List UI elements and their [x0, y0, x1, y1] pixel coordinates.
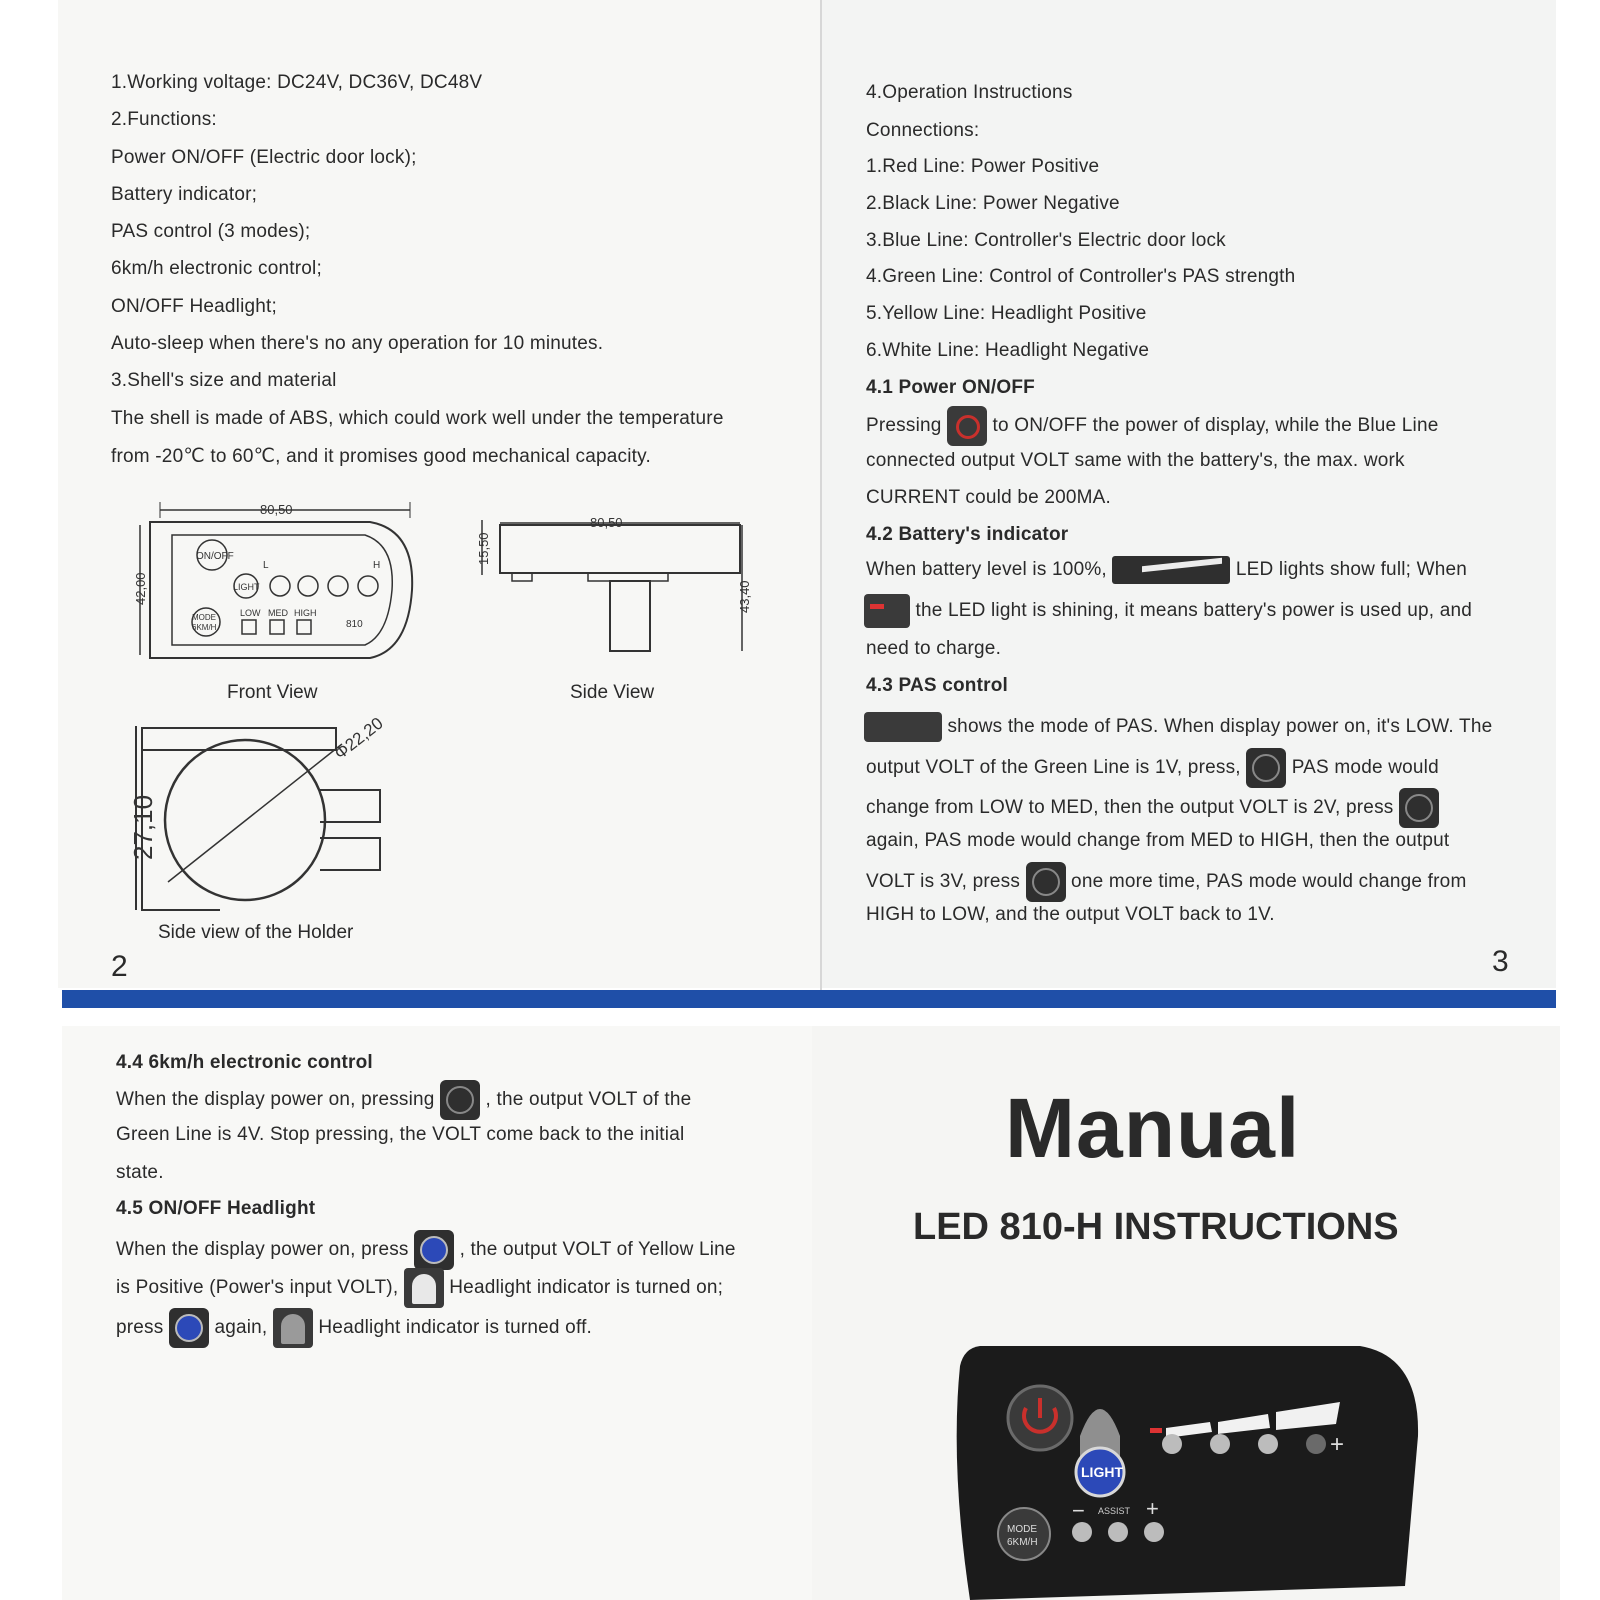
- spec-line: 3.Shell's size and material: [111, 370, 337, 391]
- spec-line: from -20℃ to 60℃, and it promises good mechanical capacity.: [111, 446, 651, 467]
- mode-button-icon: [1246, 748, 1286, 788]
- mode-button-icon: [1399, 788, 1439, 828]
- front-view-drawing: [120, 490, 440, 690]
- mode-button-icon: [1026, 862, 1066, 902]
- s43-line-4: again, PAS mode would change from MED to HIGH, then the output: [866, 830, 1450, 851]
- light-button-icon: [414, 1230, 454, 1270]
- connection-line: 5.Yellow Line: Headlight Positive: [866, 303, 1147, 324]
- cover-title: Manual: [1005, 1081, 1301, 1175]
- connection-line: 1.Red Line: Power Positive: [866, 156, 1100, 177]
- connection-line: Connections:: [866, 120, 980, 141]
- side-width-dim: 80,50: [590, 515, 623, 530]
- panel-mode-label: MODE: [1007, 1524, 1037, 1535]
- battery-low-icon: [864, 594, 910, 628]
- side-view-caption: Side View: [570, 682, 655, 703]
- s44-line-3: state.: [116, 1162, 164, 1183]
- spec-line: ON/OFF Headlight;: [111, 296, 278, 317]
- s45-line-2: is Positive (Power's input VOLT), Headlight indicator is turned on;: [116, 1268, 723, 1308]
- side-depth-dim: 43,40: [737, 580, 752, 613]
- holder-diam-dim: Φ22,20: [330, 713, 387, 764]
- spec-line: 2.Functions:: [111, 109, 217, 130]
- side-view-drawing: [470, 505, 760, 675]
- page-spine: [820, 0, 822, 1008]
- front-width-dim: 80,50: [260, 502, 293, 517]
- s41-line: Pressing to ON/OFF the power of display, while the Blue Line: [866, 406, 1439, 446]
- holder-height-dim: 27,10: [128, 794, 158, 860]
- light-button-icon: [169, 1308, 209, 1348]
- s42-line-3: need to charge.: [866, 638, 1002, 659]
- connection-line: 2.Black Line: Power Negative: [866, 193, 1120, 214]
- front-h-label: H: [373, 560, 381, 571]
- front-height-dim: 42,00: [133, 572, 148, 605]
- side-height-dim: 15,50: [476, 532, 491, 565]
- panel-battery-plus: +: [1330, 1431, 1345, 1458]
- s43-line-5: VOLT is 3V, press one more time, PAS mode would change from: [866, 862, 1466, 902]
- panel-mode2-label: 6KM/H: [1007, 1537, 1038, 1548]
- spec-line: The shell is made of ABS, which could work well under the temperature: [111, 408, 724, 429]
- front-model-label: 810: [346, 619, 363, 630]
- spec-line: 1.Working voltage: DC24V, DC36V, DC48V: [111, 72, 483, 93]
- section-title-4-1: 4.1 Power ON/OFF: [866, 377, 1035, 398]
- s43-line-3: change from LOW to MED, then the output VOLT is 2V, press: [866, 788, 1439, 828]
- s44-line-2: Green Line is 4V. Stop pressing, the VOLT come back to the initial: [116, 1124, 685, 1145]
- page-number-3: 3: [1492, 945, 1509, 978]
- holder-drawing: [110, 710, 420, 920]
- panel-light-label: LIGHT: [1081, 1464, 1123, 1480]
- page-number-2: 2: [111, 950, 128, 983]
- battery-full-icon: [1112, 556, 1230, 584]
- headlight-off-icon: [273, 1308, 313, 1348]
- spec-line: Battery indicator;: [111, 184, 258, 205]
- connection-line: 4.Operation Instructions: [866, 82, 1073, 103]
- holder-caption: Side view of the Holder: [158, 922, 354, 943]
- power-icon: [947, 406, 987, 446]
- s41-line-2: connected output VOLT same with the battery's, the max. work: [866, 450, 1405, 471]
- front-low-label: LOW: [240, 608, 261, 618]
- s44-line: When the display power on, pressing , the output VOLT of the: [116, 1080, 691, 1120]
- front-med-label: MED: [268, 608, 288, 618]
- section-title-4-5: 4.5 ON/OFF Headlight: [116, 1198, 316, 1219]
- connection-line: 3.Blue Line: Controller's Electric door lock: [866, 230, 1226, 251]
- headlight-on-icon: [404, 1268, 444, 1308]
- section-title-4-4: 4.4 6km/h electronic control: [116, 1052, 373, 1073]
- panel-assist-plus: +: [1146, 1496, 1159, 1521]
- led-panel-photo: [950, 1346, 1430, 1600]
- spec-line: Power ON/OFF (Electric door lock);: [111, 147, 417, 168]
- spec-line: PAS control (3 modes);: [111, 221, 311, 242]
- front-view-caption: Front View: [227, 682, 318, 703]
- panel-assist-label: ASSIST: [1098, 1506, 1131, 1516]
- front-l-label: L: [263, 560, 269, 571]
- panel-assist-minus: −: [1072, 1498, 1085, 1523]
- s41-line-3: CURRENT could be 200MA.: [866, 487, 1112, 508]
- s42-line: When battery level is 100%, LED lights show full; When: [866, 556, 1467, 584]
- section-title-4-2: 4.2 Battery's indicator: [866, 524, 1069, 545]
- spec-line: Auto-sleep when there's no any operation for 10 minutes.: [111, 333, 604, 354]
- connection-line: 6.White Line: Headlight Negative: [866, 340, 1150, 361]
- assist-icon: [864, 712, 942, 742]
- front-mode2-label: 6KM/H: [192, 623, 217, 632]
- s43-line-2: output VOLT of the Green Line is 1V, press, PAS mode would: [866, 748, 1439, 788]
- s43-line: shows the mode of PAS. When display power on, it's LOW. The: [864, 712, 1492, 742]
- section-title-4-3: 4.3 PAS control: [866, 675, 1009, 696]
- connection-line: 4.Green Line: Control of Controller's PAS strength: [866, 266, 1296, 287]
- front-light-label: LIGHT: [233, 582, 260, 592]
- spec-line: 6km/h electronic control;: [111, 258, 322, 279]
- s45-line: When the display power on, press , the output VOLT of Yellow Line: [116, 1230, 736, 1270]
- front-onoff-label: ON/OFF: [196, 551, 234, 562]
- s43-line-6: HIGH to LOW, and the output VOLT back to 1V.: [866, 904, 1275, 925]
- cover-subtitle: LED 810-H INSTRUCTIONS: [913, 1206, 1399, 1248]
- front-high-label: HIGH: [294, 608, 317, 618]
- s42-line-2: the LED light is shining, it means battery's power is used up, and: [864, 594, 1472, 628]
- mode-6kmh-icon: [440, 1080, 480, 1120]
- blue-footer-bar: [62, 990, 1556, 1008]
- s45-line-3: press again, Headlight indicator is turned off.: [116, 1308, 592, 1348]
- front-mode-label: MODE: [192, 613, 216, 622]
